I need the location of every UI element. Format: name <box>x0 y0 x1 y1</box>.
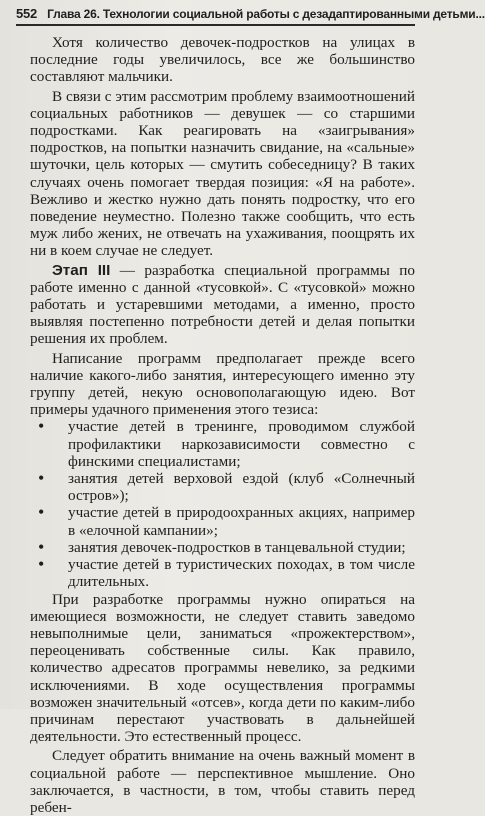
stage-text: — разработка специальной программы по работе именно с данной «тусовкой». С «тусовкой» можно работать и устаревшими методами, а именно, просто выявляя постепенно потребности детей и делая попытки решения их проблем. <box>30 261 416 348</box>
list-item: • участие детей в тренинге, проводимом службой профилактики наркозависимости совместно с финскими специалистами; <box>68 418 415 470</box>
paragraph: При разработке программы нужно опираться на имеющиеся возможности, не следует ставить заведомо невыполнимые цели, заниматься «прожектерством», переоценивать собственные силы. Как правило, количество адресатов программы невелико, за редкими исключениями. В ходе осуществления программы возможен значительный «отсев», когда дети по каким-либо причинам перестают участвовать в дальнейшей деятельности. Это естественный процесс. <box>30 590 415 746</box>
running-head <box>16 6 485 26</box>
stage-label: Этап III <box>52 261 111 279</box>
list-item: • участие детей в природоохранных акциях, например в «елочной кампании»; <box>68 504 415 538</box>
paragraph: В связи с этим рассмотрим проблему взаимоотношений социальных работников — девушек — со старшими подростками. Как реагировать на «заигрывания» подростков, на попытки назначить свидание, на «сальные» шуточки, цель которых — смутить собеседницу? В таких случаях очень помогает твердая позиция: «Я на работе». Вежливо и жестко нужно дать понять подростку, что его поведение неуместно. Полезно также сообщить, что есть муж либо жених, не отвечать на ухаживания, поощрять их ни в коем случае не следует. <box>30 87 415 260</box>
list-item: • занятия девочек-подростков в танцевальной студии; <box>68 539 415 556</box>
body-text <box>30 34 415 816</box>
list-item: • участие детей в туристических походах, в том числе длительных. <box>68 556 415 590</box>
examples-list <box>30 418 415 590</box>
list-item: • занятия детей верховой ездой (клуб «Солнечный остров»); <box>68 470 415 504</box>
paragraph: Хотя количество девочек-подростков на улицах в последние годы увеличилось, все же большинство составляют мальчики. <box>30 34 415 86</box>
paragraph-stage-3 <box>30 262 415 348</box>
chapter-title: Глава 26. Технологии социальной работы с дезадаптированными детьми... <box>47 7 485 21</box>
paragraph: Написание программ предполагает прежде всего наличие какого-либо занятия, интересующего именно эту группу детей, некую основополагающую идею. Вот примеры удачного применения этого тезиса: <box>30 349 415 419</box>
paragraph: Следует обратить внимание на очень важный момент в социальной работе — перспективное мышление. Оно заключается, в частности, в том, чтобы ставить перед ребен- <box>30 747 415 816</box>
page-number: 552 <box>16 6 38 21</box>
